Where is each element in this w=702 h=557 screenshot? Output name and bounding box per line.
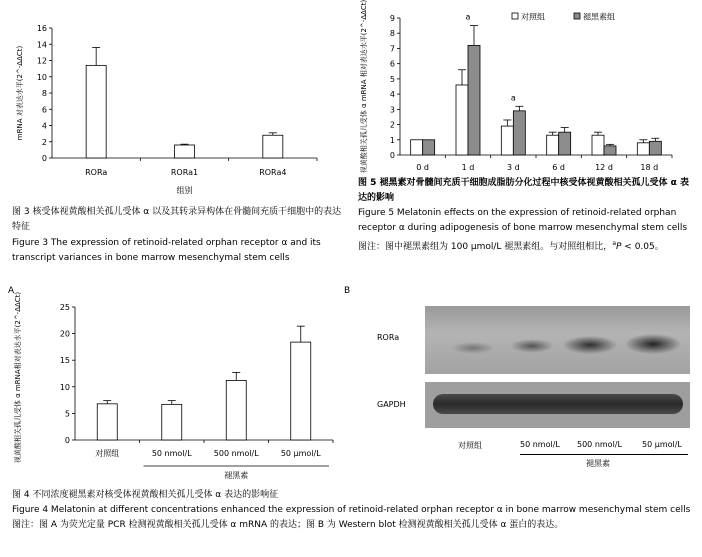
fig5-caption-en: Figure 5 Melatonin effects on the expression of retinoid-related orphan receptor α during adipogenesis of bone marrow mesenchymal stem cells (358, 208, 688, 233)
fig4b-blot (340, 286, 700, 486)
significance-mark: a (465, 12, 471, 22)
bar (637, 143, 649, 155)
y-tick-label: 15 (59, 356, 70, 366)
fig5-caption-zh: 图 5 褪黑素对骨髓间充质干细胞成脂肪分化过程中核受体视黄酸相关孤儿受体 α 表达的影响 (358, 178, 689, 203)
fig5-note-p: P (616, 242, 622, 252)
blot-lane-label-3: 50 μmol/L (642, 440, 682, 449)
legend-label: 对照组 (521, 12, 545, 22)
y-tick-label: 8 (389, 29, 395, 39)
bar (423, 140, 435, 155)
bar (226, 380, 246, 440)
bar (468, 45, 480, 155)
y-tick-label: 5 (64, 409, 70, 419)
bar (175, 145, 195, 158)
y-tick-label: 0 (64, 436, 70, 445)
y-tick-label: 6 (389, 59, 395, 69)
x-tick-label: 18 d (640, 163, 659, 172)
fig5-note-suffix: < 0.05。 (621, 242, 664, 252)
x-tick-label: 50 nmol/L (151, 449, 192, 458)
blot-group-line (520, 454, 688, 455)
group-label: 褪黑素 (224, 471, 249, 480)
y-tick-label: 5 (389, 74, 395, 84)
bar (513, 111, 525, 155)
fig5-note-prefix: 图注：图中褪黑素组为 100 μmol/L 褪黑素组。与对照组相比， (358, 242, 613, 252)
x-tick-label: RORa4 (259, 168, 287, 177)
y-tick-label: 4 (389, 90, 395, 100)
panel-label: A (8, 286, 15, 296)
x-tick-label: RORa (85, 168, 108, 177)
rora-band-50nm (510, 339, 554, 353)
rora-band-50um (625, 334, 681, 354)
legend-swatch (574, 13, 580, 19)
fig4b-panel-label: B (344, 286, 351, 296)
bar (97, 404, 117, 440)
bar (547, 135, 559, 155)
fig3-caption (12, 205, 342, 266)
x-tick-label: 6 d (552, 163, 566, 172)
y-tick-label: 1 (389, 135, 395, 145)
fig5-chart (352, 0, 702, 175)
x-tick-label: 12 d (595, 163, 613, 172)
blot-lane-label-1: 50 nmol/L (520, 440, 560, 449)
rora-band-500nm (563, 336, 617, 354)
blot-row-label-gapdh: GAPDH (377, 400, 406, 409)
y-axis-label: 视黄酸相关孤儿受体 α mRNA相对表达水平(2^-ΔΔCt) (14, 291, 22, 464)
y-tick-label: 12 (36, 56, 47, 66)
fig3-caption-en: Figure 3 The expression of retinoid-related orphan receptor α and its transcript variances in bone marrow mesenchymal stem cells (12, 238, 321, 263)
y-tick-label: 8 (41, 89, 47, 98)
bar (263, 135, 283, 158)
bar (456, 85, 468, 155)
blot-group-label: 褪黑素 (586, 459, 610, 468)
y-tick-label: 2 (41, 137, 47, 147)
bar (411, 140, 423, 155)
fig5-caption (358, 176, 696, 255)
bar (604, 146, 616, 155)
significance-mark: a (510, 93, 516, 103)
y-tick-label: 25 (59, 303, 70, 312)
bar (649, 141, 661, 155)
y-tick-label: 7 (389, 44, 395, 54)
y-axis-label: mRNA 对表达水平(2^-ΔΔCt) (16, 45, 24, 141)
fig4-caption-en: Figure 4 Melatonin at different concentrations enhanced the expression of retinoid-related orphan receptor α in bone marrow mesenchymal stem cells (12, 505, 691, 515)
fig4-caption-zh: 图 4 不同浓度褪黑素对核受体视黄酸相关孤儿受体 α 表达的影响征 (12, 490, 279, 500)
y-tick-label: 2 (389, 120, 395, 130)
rora-band-control (451, 342, 495, 354)
gapdh-blot-strip (425, 382, 690, 428)
y-tick-label: 10 (36, 72, 47, 82)
x-axis-label: 组别 (176, 186, 193, 195)
y-tick-label: 4 (41, 121, 47, 131)
y-tick-label: 3 (389, 105, 395, 115)
x-tick-label: 1 d (461, 163, 475, 172)
blot-lane-label-2: 500 nmol/L (577, 440, 622, 449)
bar (291, 342, 311, 440)
rora-blot-strip (425, 306, 690, 374)
y-tick-label: 9 (389, 14, 395, 23)
blot-row-label-rora: RORa (377, 333, 400, 342)
x-tick-label: 0 d (416, 163, 430, 172)
bar (86, 65, 106, 158)
legend-label: 褪黑素组 (583, 12, 615, 22)
bar (592, 135, 604, 155)
y-tick-label: 20 (59, 329, 70, 339)
x-tick-label: 50 μmol/L (280, 449, 321, 458)
fig4-caption-note: 图注：图 A 为荧光定量 PCR 检测视黄酸相关孤儿受体 α mRNA 的表达；图 B 为 Western blot 检测视黄酸相关孤儿受体 α 蛋白的表达。 (12, 520, 564, 530)
y-tick-label: 0 (41, 154, 47, 163)
x-tick-label: 500 nmol/L (213, 449, 259, 458)
x-tick-label: 对照组 (95, 449, 120, 458)
bar (162, 404, 182, 440)
fig5-caption-note (358, 236, 696, 255)
bar (501, 126, 513, 155)
fig3-caption-zh: 图 3 核受体视黄酸相关孤儿受体 α 以及其转录异构体在骨髓间充质干细胞中的表达特征 (12, 207, 342, 232)
x-tick-label: 3 d (506, 163, 520, 172)
y-axis-label: 视黄酸相关孤儿受体 α mRNA 相对表达水平(2^-ΔΔCt) (360, 0, 368, 174)
fig4-caption (12, 488, 692, 533)
y-tick-label: 0 (389, 151, 395, 160)
y-tick-label: 10 (59, 382, 70, 392)
fig3-chart (0, 0, 350, 205)
y-tick-label: 14 (36, 40, 47, 50)
bar (559, 132, 571, 155)
fig4a-chart (0, 283, 345, 483)
legend-swatch (512, 13, 518, 19)
y-tick-label: 6 (41, 105, 47, 115)
gapdh-band (433, 394, 683, 414)
blot-lane-label-0: 对照组 (458, 441, 482, 450)
fig5-note-sup: a (612, 240, 616, 247)
y-tick-label: 16 (36, 24, 47, 33)
x-tick-label: RORa1 (170, 168, 199, 177)
